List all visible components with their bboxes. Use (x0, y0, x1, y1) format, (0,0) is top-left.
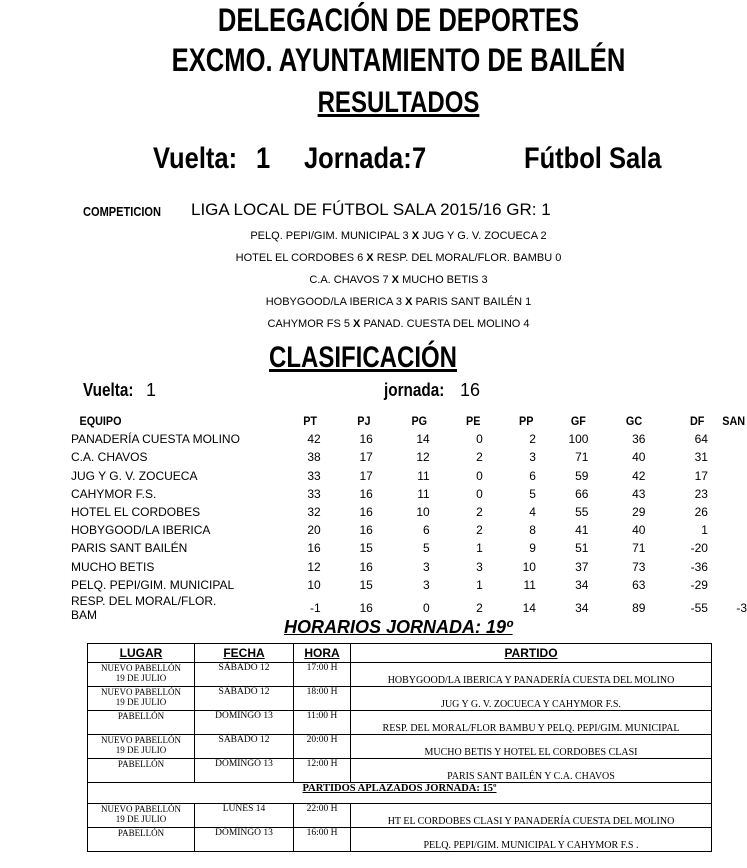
col-san: SAN (722, 414, 746, 429)
fecha-cell: LUNES 14 (195, 804, 294, 828)
stat-cell: 2 (476, 523, 483, 538)
table-row (71, 467, 747, 485)
team-name: MUCHO BETIS (71, 559, 155, 574)
stat-cell (708, 558, 747, 576)
table-row (71, 558, 747, 576)
jornada-label: Jornada: (304, 142, 412, 175)
fecha-cell: SÁBADO 12 (195, 663, 294, 687)
stat-cell: 2 (529, 432, 536, 447)
standings-vuelta-value: 1 (146, 380, 157, 400)
stat-cell: -1 (310, 600, 321, 615)
stat-cell: 55 (575, 505, 589, 520)
stat-cell: 16 (359, 523, 373, 538)
stat-cell: 73 (632, 559, 646, 574)
stat-cell (708, 448, 747, 466)
vuelta-label: Vuelta: (153, 142, 238, 175)
partido-cell: PELQ. PEPI/GIM. MUNICIPAL Y CAHYMOR F.S . (351, 828, 712, 852)
stat-cell: 100 (568, 432, 589, 447)
stat-cell: 14 (416, 432, 430, 447)
hora-cell: 12:00 H (294, 759, 351, 783)
lugar-cell (88, 687, 195, 711)
fecha-cell: SÁBADO 12 (195, 687, 294, 711)
stat-cell: 40 (632, 450, 646, 465)
stat-cell: 41 (575, 523, 589, 538)
lugar-line: 19 DE JULIO (115, 697, 167, 707)
table-row (71, 485, 747, 503)
stat-cell (708, 467, 747, 485)
stat-cell (708, 485, 747, 503)
stat-cell: 0 (476, 486, 483, 501)
page-title: RESULTADOS (317, 86, 480, 119)
schedule-row (88, 663, 712, 687)
stat-cell: 20 (307, 523, 321, 538)
stat-cell: 33 (307, 468, 321, 483)
stat-cell: 10 (522, 559, 536, 574)
lugar-cell (88, 663, 195, 687)
stat-cell: 38 (307, 450, 321, 465)
table-row (71, 448, 747, 466)
result-line: CAHYMOR FS 5 X PANAD. CUESTA DEL MOLINO 4 (267, 318, 530, 330)
fecha-cell: SÁBADO 12 (195, 735, 294, 759)
standings-vuelta: Vuelta: (83, 380, 134, 400)
lugar-line: NUEVO PABELLÓN (101, 663, 181, 673)
schedule-row (88, 759, 712, 783)
stat-cell: 11 (417, 486, 430, 501)
stat-cell (708, 539, 747, 557)
col-equipo: EQUIPO (79, 414, 122, 429)
team-name: CAHYMOR F.S. (71, 486, 157, 501)
team-name: PANADERÍA CUESTA MOLINO (71, 432, 240, 447)
stat-cell: 64 (694, 432, 708, 447)
stat-cell: 0 (476, 432, 483, 447)
competition-label: COMPETICION (83, 204, 161, 219)
lugar-line: PABELLÓN (117, 828, 165, 838)
table-row (71, 521, 747, 539)
stat-cell: 33 (307, 486, 321, 501)
stat-cell: 34 (575, 577, 589, 592)
standings-title: CLASIFICACIÓN (269, 341, 457, 374)
col-pp: PP (518, 414, 534, 429)
stat-cell: 5 (423, 541, 430, 556)
partido-cell: RESP. DEL MORAL/FLOR BAMBU Y PELQ. PEPI/GIM. MUNICIPAL (351, 711, 712, 735)
col-df: DF (690, 414, 705, 429)
col-pj: PJ (356, 414, 371, 429)
schedule-title: HORARIOS JORNADA: 19º (284, 617, 513, 637)
stat-cell: 29 (632, 505, 646, 520)
lugar-cell (88, 804, 195, 828)
stat-cell: 10 (307, 577, 321, 592)
stat-cell: 5 (529, 486, 536, 501)
stat-cell: 3 (423, 577, 430, 592)
table-row (71, 576, 747, 594)
standings-header-row (71, 412, 747, 430)
stat-cell: 16 (359, 559, 373, 574)
hora-cell: 17:00 H (294, 663, 351, 687)
team-name: PELQ. PEPI/GIM. MUNICIPAL (71, 577, 235, 592)
team-name: RESP. DEL MORAL/FLOR. BAM (71, 593, 217, 622)
stat-cell: 3 (423, 559, 430, 574)
stat-cell: 2 (476, 505, 483, 520)
stat-cell: 6 (529, 468, 536, 483)
stat-cell: 14 (522, 600, 536, 615)
fecha-cell: DOMINGO 13 (195, 711, 294, 735)
stat-cell (708, 430, 747, 448)
partido-cell: HOBYGOOD/LA IBERICA Y PANADERÍA CUESTA DEL MOLINO (351, 663, 712, 687)
stat-cell: 40 (632, 523, 646, 538)
stat-cell: 26 (694, 505, 708, 520)
lugar-cell (88, 735, 195, 759)
stat-cell: 34 (575, 600, 589, 615)
stat-cell: 9 (529, 541, 536, 556)
lugar-line: PABELLÓN (117, 711, 165, 721)
col-pt: PT (302, 414, 317, 429)
partido-cell: JUG Y G. V. ZOCUECA Y CAHYMOR F.S. (351, 687, 712, 711)
hora-cell: 11:00 H (294, 711, 351, 735)
hora-cell: 20:00 H (294, 735, 351, 759)
stat-cell: 16 (307, 541, 321, 556)
lugar-line: 19 DE JULIO (115, 673, 167, 683)
stat-cell: 2 (476, 450, 483, 465)
schedule-row (88, 711, 712, 735)
lugar-line: NUEVO PABELLÓN (101, 804, 181, 814)
stat-cell: 37 (575, 559, 589, 574)
stat-cell: 16 (359, 505, 373, 520)
header-line-2: EXCMO. AYUNTAMIENTO DE BAILÉN (171, 42, 626, 78)
stat-cell: 23 (694, 486, 708, 501)
stat-cell: 1 (476, 577, 483, 592)
stat-cell: 17 (359, 468, 373, 483)
col-fecha: FECHA (195, 644, 294, 663)
table-row (71, 503, 747, 521)
stat-cell: 12 (416, 450, 430, 465)
lugar-line: 19 DE JULIO (115, 814, 167, 824)
stat-cell (708, 503, 747, 521)
partido-cell: MUCHO BETIS Y HOTEL EL CORDOBES CLASI (351, 735, 712, 759)
lugar-line: NUEVO PABELLÓN (101, 687, 181, 697)
standings-table (71, 412, 747, 622)
stat-cell: -20 (690, 541, 708, 556)
stat-cell (708, 576, 747, 594)
stat-cell: 17 (694, 468, 708, 483)
sport-name: Fútbol Sala (524, 142, 662, 175)
col-gf: GF (570, 414, 586, 429)
jornada-value: 7 (412, 142, 427, 175)
stat-cell: 63 (632, 577, 646, 592)
team-name: C.A. CHAVOS (71, 450, 148, 465)
table-row (71, 430, 747, 448)
team-name: HOBYGOOD/LA IBERICA (71, 523, 211, 538)
schedule-row (88, 735, 712, 759)
stat-cell: 2 (476, 600, 483, 615)
stat-cell: 1 (476, 541, 483, 556)
fecha-cell: DOMINGO 13 (195, 828, 294, 852)
stat-cell: -36 (690, 559, 708, 574)
stat-cell: 11 (417, 468, 430, 483)
stat-cell: 59 (575, 468, 589, 483)
stat-cell: 12 (307, 559, 321, 574)
lugar-cell (88, 828, 195, 852)
stat-cell: 66 (575, 486, 589, 501)
stat-cell: 0 (423, 600, 430, 615)
stat-cell: -55 (690, 600, 708, 615)
hora-cell: 16:00 H (294, 828, 351, 852)
stat-cell: 71 (575, 450, 589, 465)
header-line-1: DELEGACIÓN DE DEPORTES (217, 2, 580, 38)
postponed-header-row (88, 783, 712, 804)
hora-cell: 18:00 H (294, 687, 351, 711)
schedule-header-row (88, 644, 712, 663)
lugar-cell (88, 711, 195, 735)
partido-cell: PARIS SANT BAILÉN Y C.A. CHAVOS (351, 759, 712, 783)
schedule-table (87, 643, 712, 852)
stat-cell: 4 (529, 505, 536, 520)
team-name: PARIS SANT BAILÉN (71, 541, 188, 556)
stat-cell: 42 (632, 468, 646, 483)
col-gc: GC (626, 414, 643, 429)
col-partido: PARTIDO (351, 644, 712, 663)
lugar-cell (88, 759, 195, 783)
team-name: HOTEL EL CORDOBES (71, 505, 201, 520)
stat-cell: 71 (632, 541, 646, 556)
stat-cell (708, 521, 747, 539)
vuelta-value: 1 (256, 142, 271, 175)
stat-cell: 36 (632, 432, 646, 447)
stat-cell: 51 (575, 541, 589, 556)
postponed-title: PARTIDOS APLAZADOS JORNADA: 15º (88, 783, 712, 804)
stat-cell: 15 (359, 541, 373, 556)
col-pg: PG (411, 414, 427, 429)
stat-cell: 11 (523, 577, 536, 592)
schedule-row (88, 687, 712, 711)
lugar-line: PABELLÓN (117, 759, 165, 769)
col-hora: HORA (294, 644, 351, 663)
stat-cell: 42 (307, 432, 321, 447)
fecha-cell: DOMINGO 13 (195, 759, 294, 783)
table-row (71, 539, 747, 557)
stat-cell: 32 (307, 505, 321, 520)
result-line: PELQ. PEPI/GIM. MUNICIPAL 3 X JUG Y G. V. ZOCUECA 2 (250, 230, 547, 242)
result-line: HOTEL EL CORDOBES 6 X RESP. DEL MORAL/FLOR. BAMBU 0 (235, 252, 562, 264)
stat-cell: 0 (476, 468, 483, 483)
stat-cell: 17 (359, 450, 373, 465)
stat-cell: 3 (476, 559, 483, 574)
lugar-line: NUEVO PABELLÓN (101, 735, 181, 745)
stat-cell: 6 (423, 523, 430, 538)
stat-cell: 3 (529, 450, 536, 465)
team-name: JUG Y G. V. ZOCUECA (71, 468, 198, 483)
stat-cell: 16 (359, 432, 373, 447)
hora-cell: 22:00 H (294, 804, 351, 828)
lugar-line: 19 DE JULIO (115, 745, 167, 755)
result-line: HOBYGOOD/LA IBERICA 3 X PARIS SANT BAILÉN 1 (265, 296, 532, 308)
stat-cell: 16 (359, 600, 373, 615)
stat-cell: 8 (529, 523, 536, 538)
col-pe: PE (465, 414, 481, 429)
schedule-row (88, 804, 712, 828)
stat-cell: 15 (359, 577, 373, 592)
competition-name: LIGA LOCAL DE FÚTBOL SALA 2015/16 GR: 1 (191, 200, 551, 219)
partido-cell: HT EL CORDOBES CLASI Y PANADERÍA CUESTA DEL MOLINO (351, 804, 712, 828)
standings-jornada: jornada: (384, 380, 445, 400)
stat-cell: 16 (359, 486, 373, 501)
stat-cell: 31 (694, 450, 708, 465)
stat-cell: 43 (632, 486, 646, 501)
schedule-row (88, 828, 712, 852)
result-line: C.A. CHAVOS 7 X MUCHO BETIS 3 (309, 274, 488, 286)
standings-jornada-value: 16 (460, 380, 481, 400)
stat-cell: 10 (416, 505, 430, 520)
stat-cell: -3 (736, 600, 747, 615)
stat-cell: 89 (632, 600, 646, 615)
stat-cell: -29 (690, 577, 708, 592)
stat-cell: 1 (701, 523, 708, 538)
col-lugar: LUGAR (88, 644, 195, 663)
